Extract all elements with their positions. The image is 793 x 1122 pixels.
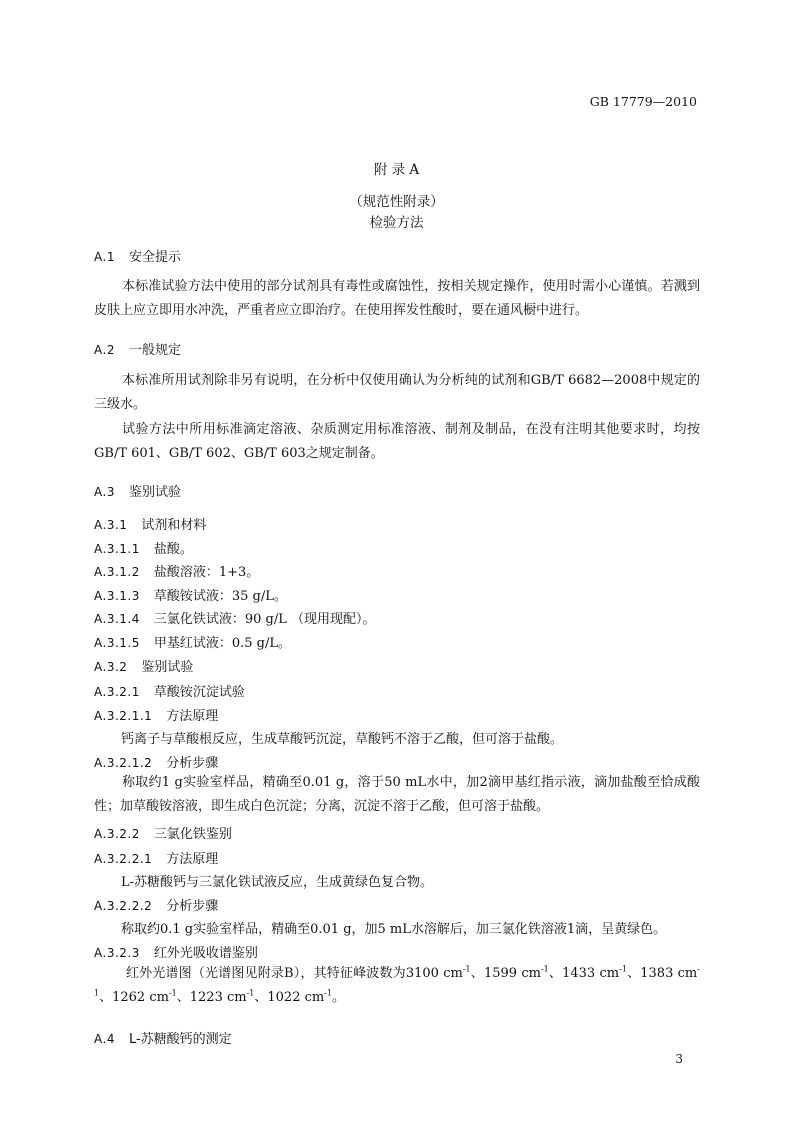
heading-a3211 xyxy=(94,705,218,724)
item-a311 xyxy=(94,538,193,557)
paragraph-safety: 本标准试验方法中使用的部分试剂具有毒性或腐蚀性，按相关规定操作，使用时需小心谨慎。若溅到皮肤上应立即用水冲洗，严重者应立即治疗。在使用挥发性酸时，要在通风橱中进行。 xyxy=(94,279,700,318)
heading-number: A.3.2.3 xyxy=(94,946,140,960)
heading-number: A.3.2.2.1 xyxy=(94,852,153,866)
heading-title: 鉴别试验 xyxy=(128,485,181,500)
heading-number: A.3.2.2 xyxy=(94,827,140,841)
ir-sep: 、 xyxy=(176,990,190,1005)
appendix-subtitle: （规范性附录） xyxy=(349,194,444,210)
heading-title: 方法原理 xyxy=(166,709,219,724)
item-number: A.3.1.5 xyxy=(94,636,140,650)
heading-number: A.3.2.1 xyxy=(94,685,140,699)
ir-peak: 1383 cm xyxy=(640,966,698,981)
ir-peak: 1599 cm xyxy=(483,966,541,981)
item-text: 盐酸溶液：1+3。 xyxy=(153,565,260,580)
ir-text-prefix: 红外光谱图（光谱图见附录B），其特征峰波数为 xyxy=(126,966,406,981)
appendix-name: 检验方法 xyxy=(369,215,424,231)
ir-peak: 1022 cm xyxy=(267,990,325,1005)
heading-number: A.3.2.2.2 xyxy=(94,899,153,913)
heading-title: 红外光吸收谱鉴别 xyxy=(153,946,258,961)
heading-a31 xyxy=(94,514,206,533)
appendix-title: 附 录 A xyxy=(373,162,420,178)
text-a3212: 称取约1 g实验室样品，精确至0.01 g，溶于50 mL水中，加2滴甲基红指示液，滴加盐酸至恰成酸性；加草酸铵溶液，即生成白色沉淀；分离，沉淀不溶于乙酸，但可溶于盐酸。 xyxy=(94,775,700,814)
item-number: A.3.1.4 xyxy=(94,612,140,626)
item-number: A.3.1.3 xyxy=(94,589,140,603)
standard-code: GB 17779—2010 xyxy=(589,94,697,109)
item-a313 xyxy=(94,585,287,604)
ir-unit-sup: -1 xyxy=(246,988,255,998)
heading-title: 安全提示 xyxy=(128,250,181,265)
heading-a1 xyxy=(94,246,181,265)
item-text: 甲基红试液：0.5 g/L。 xyxy=(153,636,292,651)
heading-number: A.3.2.1.1 xyxy=(94,709,153,723)
heading-title: 三氯化铁鉴别 xyxy=(153,827,232,842)
ir-peak: 1433 cm xyxy=(562,966,620,981)
ir-end: 。 xyxy=(332,990,346,1005)
heading-a322 xyxy=(94,823,232,842)
heading-number: A.3.2 xyxy=(94,660,128,674)
text-a3222: 称取约0.1 g实验室样品，精确至0.01 g，加5 mL水溶解后，加三氯化铁溶液1滴，呈黄绿色。 xyxy=(121,922,667,937)
text-a3221: L-苏糖酸钙与三氯化铁试液反应，生成黄绿色复合物。 xyxy=(121,875,434,890)
ir-unit-sup: -1 xyxy=(540,964,549,974)
heading-number: A.2 xyxy=(94,343,115,357)
heading-number: A.3.2.1.2 xyxy=(94,756,153,770)
text-a3211: 钙离子与草酸根反应，生成草酸钙沉淀，草酸钙不溶于乙酸，但可溶于盐酸。 xyxy=(121,732,564,747)
item-a315 xyxy=(94,632,291,651)
ir-unit-sup: -1 xyxy=(94,964,700,998)
heading-number: A.3 xyxy=(94,485,115,499)
ir-peak: 3100 cm xyxy=(405,966,463,981)
heading-title: L-苏糖酸钙的测定 xyxy=(128,1032,232,1047)
heading-title: 一般规定 xyxy=(128,343,181,358)
ir-sep: 、 xyxy=(99,990,113,1005)
item-a314 xyxy=(94,608,376,627)
heading-a3221 xyxy=(94,848,218,867)
heading-a3 xyxy=(94,481,181,500)
ir-sep: 、 xyxy=(254,990,268,1005)
ir-sep: 、 xyxy=(626,966,641,981)
item-text: 草酸铵试液：35 g/L。 xyxy=(153,589,287,604)
item-text: 三氯化铁试液：90 g/L （现用现配）。 xyxy=(153,612,376,627)
heading-number: A.4 xyxy=(94,1032,115,1046)
heading-title: 试剂和材料 xyxy=(141,518,207,533)
heading-a323 xyxy=(94,942,258,961)
ir-peak: 1262 cm xyxy=(112,990,169,1005)
ir-unit-sup: -1 xyxy=(619,964,627,974)
heading-number: A.1 xyxy=(94,250,115,264)
item-number: A.3.1.2 xyxy=(94,565,140,579)
heading-a3212 xyxy=(94,752,218,771)
heading-a4 xyxy=(94,1028,232,1047)
paragraph-general-2: 试验方法中所用标准滴定溶液、杂质测定用标准溶液、制剂及制品，在没有注明其他要求时，均按GB/T 601、GB/T 602、GB/T 603之规定制备。 xyxy=(94,422,700,461)
text-a323 xyxy=(94,962,700,1010)
paragraph-general-1: 本标准所用试剂除非另有说明，在分析中仅使用确认为分析纯的试剂和GB/T 6682—2008中规定的三级水。 xyxy=(94,373,700,412)
item-a312 xyxy=(94,561,259,580)
heading-a3222 xyxy=(94,895,218,914)
ir-sep: 、 xyxy=(548,966,563,981)
ir-unit-sup: -1 xyxy=(462,964,471,974)
heading-title: 分析步骤 xyxy=(166,899,219,914)
heading-title: 鉴别试验 xyxy=(141,660,194,675)
ir-sep: 、 xyxy=(470,966,484,981)
item-number: A.3.1.1 xyxy=(94,542,140,556)
item-text: 盐酸。 xyxy=(153,542,193,557)
ir-peak: 1223 cm xyxy=(189,990,247,1005)
ir-unit-sup: -1 xyxy=(168,988,177,998)
heading-number: A.3.1 xyxy=(94,518,128,532)
heading-a32 xyxy=(94,656,193,675)
ir-unit-sup: -1 xyxy=(324,988,333,998)
page-number: 3 xyxy=(675,1052,683,1066)
heading-title: 分析步骤 xyxy=(166,756,219,771)
heading-a321 xyxy=(94,681,245,700)
heading-title: 草酸铵沉淀试验 xyxy=(153,685,245,700)
heading-title: 方法原理 xyxy=(166,852,219,867)
heading-a2 xyxy=(94,339,181,358)
